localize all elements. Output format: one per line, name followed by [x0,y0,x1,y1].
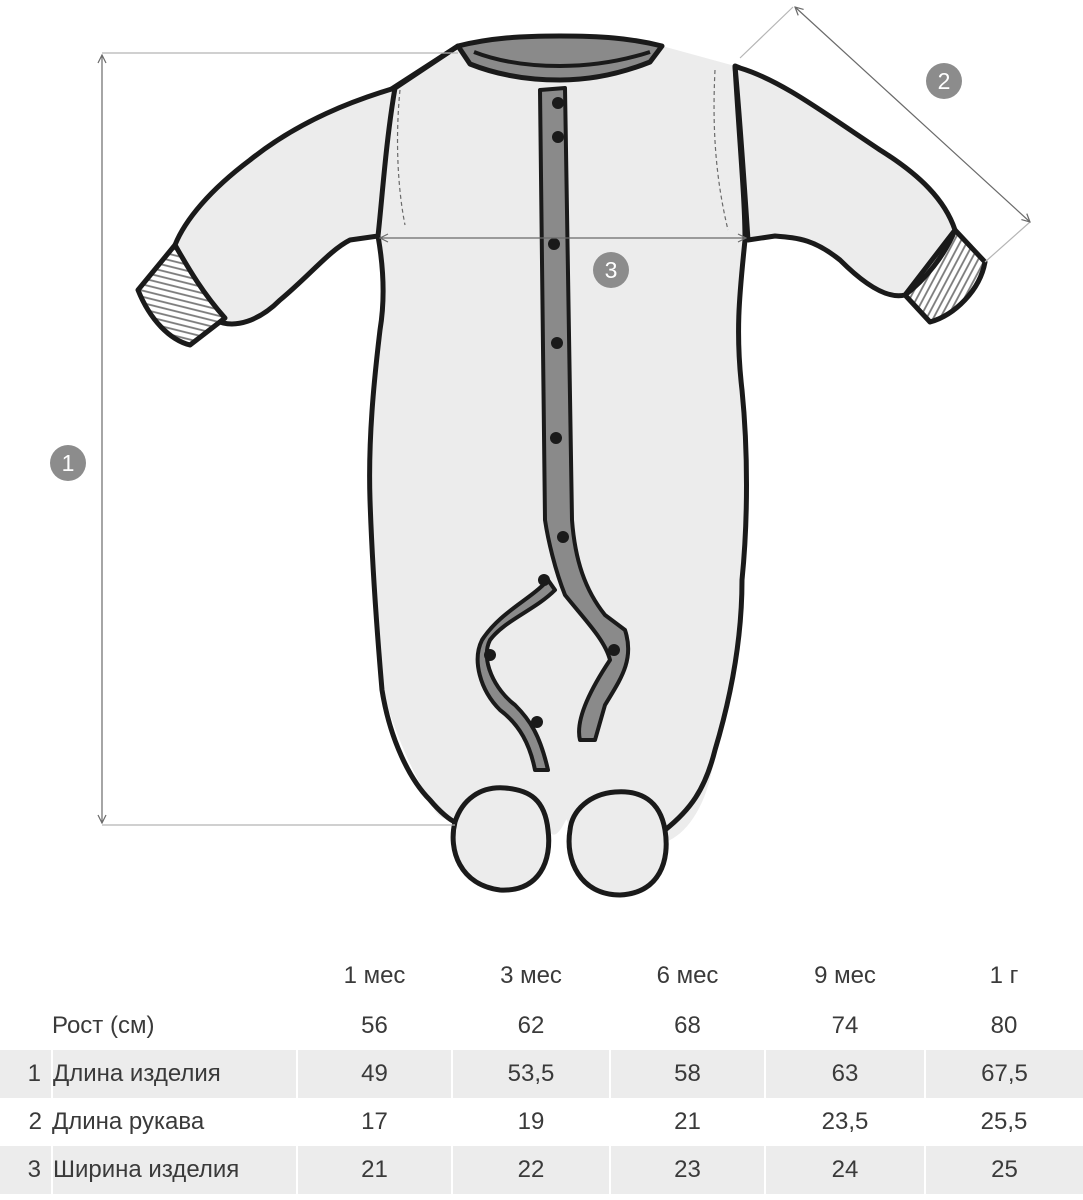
length-badge [50,445,86,481]
sleeve-guide-bottom [985,222,1030,262]
row-label: Ширина изделия [52,1146,297,1194]
sleeve-guide-top [740,7,793,58]
table-cell: 63 [765,1050,925,1098]
column-header: 9 мес [814,962,876,989]
table-cell: 56 [361,1012,388,1039]
column-header: 1 г [989,962,1019,989]
table-cell: 21 [674,1108,701,1135]
table-cell: 49 [297,1050,452,1098]
size-table [0,950,1083,1194]
svg-text:3: 3 [604,257,618,283]
table-cell: 67,5 [925,1050,1083,1098]
table-cell: 62 [517,1012,545,1039]
row-number: 3 [0,1146,52,1194]
table-row [0,1050,1083,1098]
table-cell: 23,5 [821,1108,869,1135]
table-cell: 23 [610,1146,765,1194]
row-label: Длина рукава [52,1108,205,1135]
width-badge [593,252,629,288]
row-number [0,1002,52,1050]
table-row [0,1002,1083,1050]
column-header: 6 мес [656,962,719,989]
table-cell: 21 [297,1146,452,1194]
row-number: 1 [0,1050,52,1098]
table-row [0,1146,1083,1194]
table-cell: 53,5 [452,1050,610,1098]
table-row [0,1098,1083,1146]
table-cell: 24 [765,1146,925,1194]
row-number: 2 [28,1108,42,1135]
sleeve-badge [926,63,962,99]
row-label: Длина изделия [52,1050,297,1098]
table-cell: 74 [831,1012,859,1039]
table-cell: 17 [361,1108,388,1135]
row-label: Рост (см) [52,1012,155,1039]
svg-text:1: 1 [61,450,75,476]
table-cell: 25 [925,1146,1083,1194]
right-foot [569,792,666,895]
table-cell: 19 [517,1108,545,1135]
column-header: 3 мес [500,962,562,989]
table-header-row [0,950,1083,1002]
right-sleeve [735,66,955,296]
table-cell: 25,5 [980,1108,1028,1135]
table-cell: 68 [674,1012,701,1039]
table-cell: 22 [452,1146,610,1194]
left-foot [453,788,549,890]
svg-text:2: 2 [937,68,951,94]
table-cell: 58 [610,1050,765,1098]
table-cell: 80 [990,1012,1018,1039]
column-header: 1 мес [343,962,406,989]
